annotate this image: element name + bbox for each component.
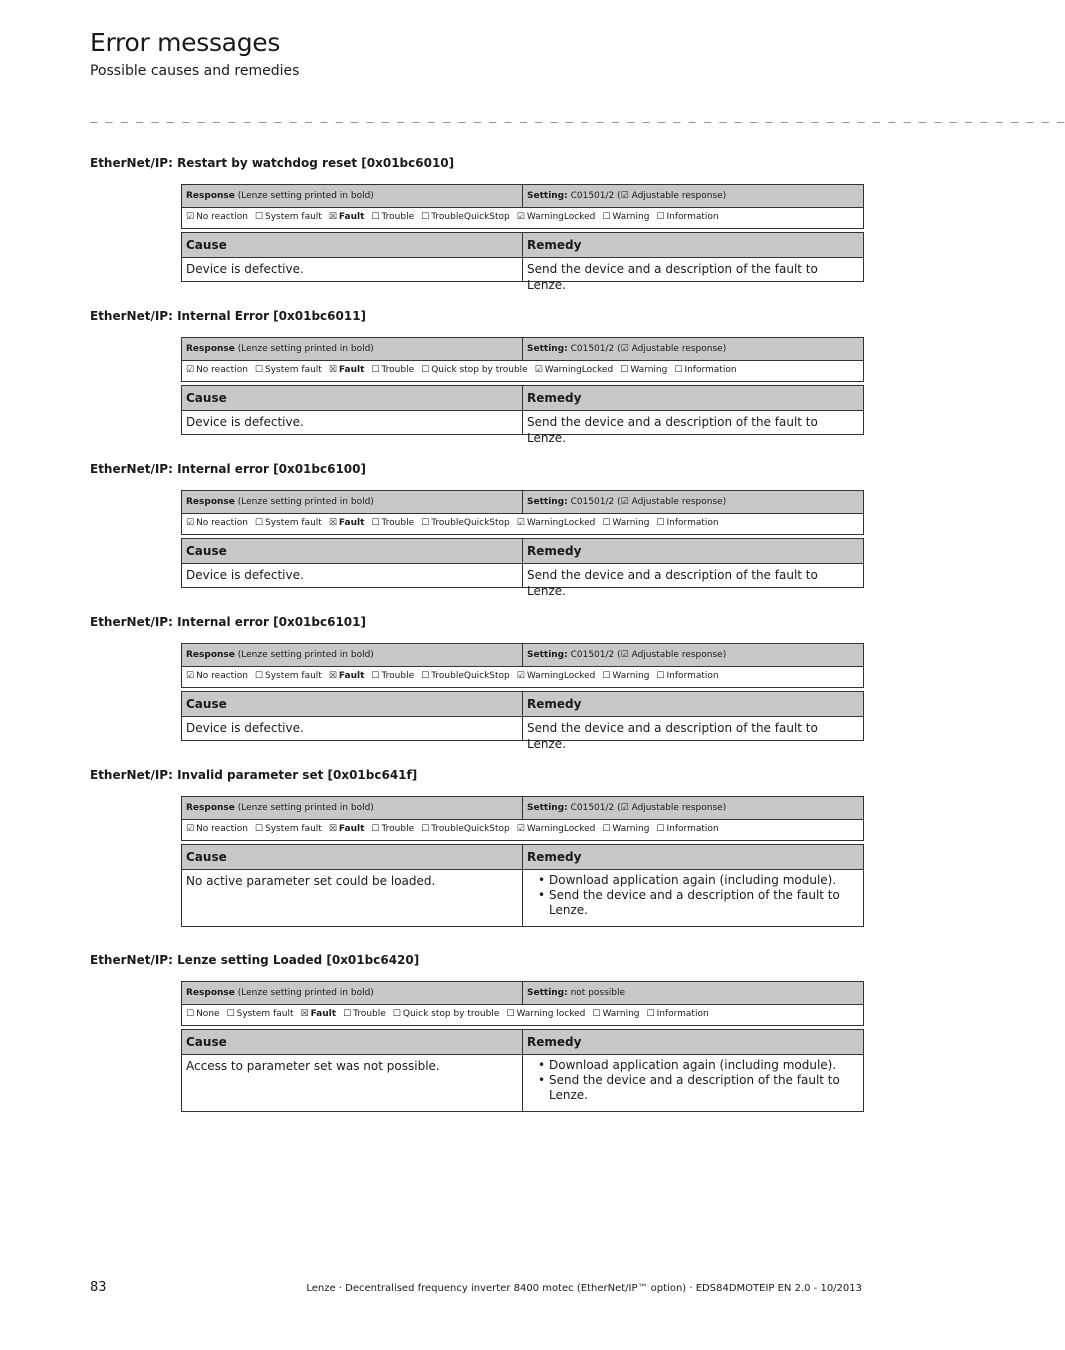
response-option bbox=[227, 1009, 294, 1019]
response-option-label: No reaction bbox=[196, 671, 248, 681]
setting-value: C01501/2 (☑ Adjustable response) bbox=[567, 650, 727, 660]
response-option-label: Information bbox=[684, 365, 737, 375]
table-row bbox=[182, 258, 863, 292]
response-option bbox=[517, 824, 596, 834]
response-label: Response bbox=[186, 650, 235, 660]
cause-header: Cause bbox=[182, 539, 523, 563]
response-option bbox=[255, 671, 322, 681]
cause-cell: Access to parameter set was not possible. bbox=[182, 1055, 523, 1111]
response-note: (Lenze setting printed in bold) bbox=[234, 650, 374, 660]
remedy-text: Send the device and a description of the fault to Lenze. bbox=[527, 568, 818, 598]
checkbox-icon: ☒ bbox=[328, 365, 337, 375]
cause-cell: Device is defective. bbox=[182, 411, 523, 434]
checkbox-icon: ☐ bbox=[371, 824, 380, 834]
cause-remedy-header bbox=[182, 233, 863, 258]
checkbox-icon: ☑ bbox=[516, 518, 525, 528]
response-option-label: WarningLocked bbox=[544, 365, 614, 375]
checkbox-icon: ☐ bbox=[602, 518, 611, 528]
response-option-label: WarningLocked bbox=[526, 824, 596, 834]
checkbox-icon: ☐ bbox=[656, 824, 665, 834]
response-option bbox=[421, 671, 510, 681]
checkbox-icon: ☑ bbox=[186, 365, 195, 375]
response-option bbox=[186, 518, 248, 528]
checkbox-icon: ☐ bbox=[506, 1009, 515, 1019]
cause-remedy-header bbox=[182, 386, 863, 411]
response-option-label: System fault bbox=[265, 518, 322, 528]
response-option bbox=[255, 212, 322, 222]
setting-cell bbox=[523, 338, 863, 360]
remedy-text: Send the device and a description of the fault to Lenze. bbox=[527, 262, 818, 292]
cause-cell: No active parameter set could be loaded. bbox=[182, 870, 523, 926]
setting-cell bbox=[523, 982, 863, 1004]
response-option-label: TroubleQuickStop bbox=[431, 212, 510, 222]
cause-remedy-table bbox=[181, 844, 864, 927]
response-option-label: TroubleQuickStop bbox=[431, 671, 510, 681]
response-option bbox=[592, 1009, 639, 1019]
checkbox-icon: ☐ bbox=[371, 365, 380, 375]
checkbox-icon: ☑ bbox=[516, 671, 525, 681]
setting-label: Setting: bbox=[527, 497, 568, 507]
response-table-header bbox=[182, 185, 863, 208]
response-table-header bbox=[182, 491, 863, 514]
response-option-label: No reaction bbox=[196, 824, 248, 834]
setting-value: C01501/2 (☑ Adjustable response) bbox=[567, 344, 727, 354]
response-option bbox=[517, 518, 596, 528]
response-option bbox=[371, 365, 414, 375]
response-option-label: Warning bbox=[612, 671, 650, 681]
response-option bbox=[647, 1009, 709, 1019]
response-option-label: Fault bbox=[338, 824, 365, 834]
cause-remedy-table bbox=[181, 232, 864, 292]
response-table-header bbox=[182, 644, 863, 667]
response-note: (Lenze setting printed in bold) bbox=[234, 497, 374, 507]
remedy-list bbox=[527, 873, 859, 918]
cause-remedy-table bbox=[181, 691, 864, 751]
response-option bbox=[517, 212, 596, 222]
response-label: Response bbox=[186, 803, 235, 813]
checkbox-icon: ☐ bbox=[592, 1009, 601, 1019]
response-option-label: Information bbox=[666, 671, 719, 681]
footer-text: Lenze · Decentralised frequency inverter 8400 motec (EtherNet/IP™ option) · EDS84DMOTEIP EN 2.0 - 10/2013 bbox=[306, 1283, 862, 1294]
response-label-cell bbox=[182, 982, 523, 1004]
cause-remedy-table bbox=[181, 385, 864, 445]
page-title: Error messages bbox=[90, 28, 281, 57]
response-option-label: WarningLocked bbox=[526, 671, 596, 681]
table-row bbox=[182, 411, 863, 445]
remedy-header: Remedy bbox=[527, 1035, 582, 1049]
error-section bbox=[90, 614, 864, 751]
section-heading: EtherNet/IP: Internal Error [0x01bc6011] bbox=[90, 309, 367, 323]
cause-remedy-header bbox=[182, 845, 863, 870]
response-option bbox=[255, 365, 322, 375]
setting-label: Setting: bbox=[527, 988, 568, 998]
response-option-label: Trouble bbox=[381, 671, 415, 681]
checkbox-icon: ☐ bbox=[254, 365, 263, 375]
checkbox-icon: ☐ bbox=[656, 212, 665, 222]
response-note: (Lenze setting printed in bold) bbox=[234, 988, 374, 998]
response-option bbox=[371, 518, 414, 528]
checkbox-icon: ☐ bbox=[186, 1009, 195, 1019]
response-option-label: Trouble bbox=[381, 824, 415, 834]
response-option bbox=[343, 1009, 386, 1019]
response-table bbox=[181, 337, 864, 382]
section-heading: EtherNet/IP: Lenze setting Loaded [0x01bc6420] bbox=[90, 953, 420, 967]
response-option bbox=[300, 1009, 336, 1019]
response-table bbox=[181, 490, 864, 535]
response-option bbox=[255, 518, 322, 528]
response-option-label: No reaction bbox=[196, 212, 248, 222]
cause-header: Cause bbox=[182, 1030, 523, 1054]
response-option bbox=[371, 212, 414, 222]
checkbox-icon: ☑ bbox=[516, 212, 525, 222]
response-options-row bbox=[182, 667, 863, 687]
response-option bbox=[656, 671, 718, 681]
response-option bbox=[329, 212, 365, 222]
response-label-cell bbox=[182, 491, 523, 513]
remedy-header: Remedy bbox=[527, 391, 582, 405]
checkbox-icon: ☐ bbox=[254, 212, 263, 222]
response-option-label: Trouble bbox=[381, 518, 415, 528]
setting-label: Setting: bbox=[527, 803, 568, 813]
response-option bbox=[186, 671, 248, 681]
cause-remedy-header bbox=[182, 539, 863, 564]
checkbox-icon: ☐ bbox=[371, 518, 380, 528]
cause-header: Cause bbox=[182, 386, 523, 410]
remedy-list-item: • Send the device and a description of the fault to Lenze. bbox=[537, 888, 859, 918]
response-option bbox=[602, 671, 649, 681]
response-option-label: Information bbox=[666, 518, 719, 528]
remedy-cell bbox=[523, 870, 863, 926]
error-section bbox=[90, 461, 864, 598]
checkbox-icon: ☐ bbox=[392, 1009, 401, 1019]
response-option-label: System fault bbox=[265, 365, 322, 375]
page-subtitle: Possible causes and remedies bbox=[90, 63, 300, 79]
setting-cell bbox=[523, 185, 863, 207]
remedy-list-item: • Send the device and a description of the fault to Lenze. bbox=[537, 1073, 859, 1103]
section-heading: EtherNet/IP: Restart by watchdog reset [0x01bc6010] bbox=[90, 156, 455, 170]
response-note: (Lenze setting printed in bold) bbox=[234, 803, 374, 813]
setting-value: C01501/2 (☑ Adjustable response) bbox=[567, 191, 727, 201]
response-option bbox=[421, 518, 510, 528]
response-option-label: WarningLocked bbox=[526, 518, 596, 528]
setting-label: Setting: bbox=[527, 191, 568, 201]
response-option bbox=[517, 671, 596, 681]
response-option-label: Warning bbox=[630, 365, 668, 375]
response-option bbox=[186, 212, 248, 222]
cause-remedy-header bbox=[182, 692, 863, 717]
remedy-text: Send the device and a description of the fault to Lenze. bbox=[527, 415, 818, 445]
section-heading: EtherNet/IP: Internal error [0x01bc6100] bbox=[90, 462, 366, 476]
response-table bbox=[181, 981, 864, 1026]
cause-header: Cause bbox=[182, 845, 523, 869]
checkbox-icon: ☐ bbox=[656, 671, 665, 681]
remedy-list-item: • Download application again (including module). bbox=[537, 873, 859, 888]
response-option bbox=[620, 365, 667, 375]
response-label: Response bbox=[186, 191, 235, 201]
remedy-list bbox=[527, 1058, 859, 1103]
response-option bbox=[329, 365, 365, 375]
checkbox-icon: ☐ bbox=[421, 365, 430, 375]
response-note: (Lenze setting printed in bold) bbox=[234, 344, 374, 354]
response-option-label: System fault bbox=[265, 212, 322, 222]
response-option bbox=[186, 365, 248, 375]
response-label: Response bbox=[186, 344, 235, 354]
checkbox-icon: ☐ bbox=[674, 365, 683, 375]
cause-remedy-table bbox=[181, 538, 864, 598]
response-option bbox=[371, 824, 414, 834]
checkbox-icon: ☐ bbox=[343, 1009, 352, 1019]
response-option-label: TroubleQuickStop bbox=[431, 518, 510, 528]
response-option-label: System fault bbox=[236, 1009, 294, 1019]
response-option bbox=[186, 1009, 220, 1019]
remedy-header: Remedy bbox=[527, 238, 582, 252]
response-option bbox=[186, 824, 248, 834]
response-option bbox=[656, 824, 718, 834]
response-table bbox=[181, 643, 864, 688]
checkbox-icon: ☐ bbox=[620, 365, 629, 375]
checkbox-icon: ☐ bbox=[254, 518, 263, 528]
response-table bbox=[181, 184, 864, 229]
checkbox-icon: ☒ bbox=[328, 671, 337, 681]
checkbox-icon: ☐ bbox=[371, 212, 380, 222]
response-option bbox=[329, 518, 365, 528]
header-divider: _ _ _ _ _ _ _ _ _ _ _ _ _ _ _ _ _ _ _ _ _ _ _ _ _ _ _ _ _ _ _ _ _ _ _ _ _ _ _ _ _ _ _ _ _ _ _ _ _ _ _ _ _ _ _ _ _ _ _ _ _ _ _ _ bbox=[90, 109, 1065, 123]
response-option-label: Information bbox=[666, 824, 719, 834]
response-option bbox=[421, 824, 510, 834]
checkbox-icon: ☒ bbox=[328, 824, 337, 834]
remedy-header: Remedy bbox=[527, 850, 582, 864]
remedy-cell bbox=[523, 564, 863, 598]
response-option-label: Warning bbox=[602, 1009, 640, 1019]
response-option-label: Fault bbox=[310, 1009, 337, 1019]
response-options-row bbox=[182, 820, 863, 840]
response-label: Response bbox=[186, 988, 235, 998]
table-row bbox=[182, 564, 863, 598]
checkbox-icon: ☐ bbox=[421, 671, 430, 681]
response-option-label: Information bbox=[656, 1009, 709, 1019]
remedy-cell bbox=[523, 411, 863, 445]
response-option-label: None bbox=[196, 1009, 220, 1019]
checkbox-icon: ☐ bbox=[602, 212, 611, 222]
response-option bbox=[329, 824, 365, 834]
response-note: (Lenze setting printed in bold) bbox=[234, 191, 374, 201]
response-option bbox=[255, 824, 322, 834]
response-option-label: Fault bbox=[338, 671, 365, 681]
cause-remedy-header bbox=[182, 1030, 863, 1055]
response-option-label: No reaction bbox=[196, 365, 248, 375]
response-option bbox=[535, 365, 614, 375]
response-options-row bbox=[182, 208, 863, 228]
response-label: Response bbox=[186, 497, 235, 507]
cause-remedy-table bbox=[181, 1029, 864, 1112]
response-option-label: Warning bbox=[612, 212, 650, 222]
response-option bbox=[329, 671, 365, 681]
section-heading: EtherNet/IP: Invalid parameter set [0x01bc641f] bbox=[90, 768, 418, 782]
remedy-text: Send the device and a description of the fault to Lenze. bbox=[527, 721, 818, 751]
table-row bbox=[182, 717, 863, 751]
cause-cell: Device is defective. bbox=[182, 717, 523, 740]
response-option-label: Trouble bbox=[381, 365, 415, 375]
response-option-label: Information bbox=[666, 212, 719, 222]
response-option bbox=[656, 212, 718, 222]
response-option-label: Fault bbox=[338, 212, 365, 222]
remedy-header: Remedy bbox=[527, 544, 582, 558]
remedy-cell bbox=[523, 717, 863, 751]
response-option bbox=[421, 365, 528, 375]
cause-header: Cause bbox=[182, 692, 523, 716]
response-label-cell bbox=[182, 797, 523, 819]
response-option bbox=[602, 518, 649, 528]
remedy-cell bbox=[523, 258, 863, 292]
cause-cell: Device is defective. bbox=[182, 564, 523, 587]
setting-label: Setting: bbox=[527, 344, 568, 354]
cause-cell: Device is defective. bbox=[182, 258, 523, 281]
checkbox-icon: ☐ bbox=[371, 671, 380, 681]
setting-label: Setting: bbox=[527, 650, 568, 660]
setting-value: C01501/2 (☑ Adjustable response) bbox=[567, 497, 727, 507]
checkbox-icon: ☒ bbox=[328, 212, 337, 222]
setting-value: not possible bbox=[567, 988, 626, 998]
response-table-header bbox=[182, 338, 863, 361]
response-option-label: Warning locked bbox=[516, 1009, 586, 1019]
checkbox-icon: ☐ bbox=[602, 671, 611, 681]
checkbox-icon: ☐ bbox=[421, 212, 430, 222]
checkbox-icon: ☑ bbox=[186, 824, 195, 834]
checkbox-icon: ☑ bbox=[186, 518, 195, 528]
page-number: 83 bbox=[90, 1280, 107, 1295]
remedy-cell bbox=[523, 1055, 863, 1111]
checkbox-icon: ☐ bbox=[646, 1009, 655, 1019]
response-option bbox=[393, 1009, 500, 1019]
checkbox-icon: ☑ bbox=[186, 212, 195, 222]
checkbox-icon: ☒ bbox=[328, 518, 337, 528]
response-option-label: Quick stop by trouble bbox=[431, 365, 528, 375]
error-section bbox=[90, 767, 864, 917]
response-option bbox=[421, 212, 510, 222]
response-option bbox=[506, 1009, 585, 1019]
response-table-header bbox=[182, 982, 863, 1005]
response-option-label: Warning bbox=[612, 824, 650, 834]
response-option-label: TroubleQuickStop bbox=[431, 824, 510, 834]
response-option bbox=[371, 671, 414, 681]
response-option bbox=[674, 365, 736, 375]
response-options-row bbox=[182, 1005, 863, 1025]
error-section bbox=[90, 308, 864, 445]
table-row bbox=[182, 870, 863, 926]
table-row bbox=[182, 1055, 863, 1111]
checkbox-icon: ☒ bbox=[300, 1009, 309, 1019]
response-option bbox=[602, 212, 649, 222]
checkbox-icon: ☐ bbox=[656, 518, 665, 528]
response-options-row bbox=[182, 361, 863, 381]
response-table bbox=[181, 796, 864, 841]
response-option-label: Trouble bbox=[381, 212, 415, 222]
response-label-cell bbox=[182, 185, 523, 207]
checkbox-icon: ☑ bbox=[186, 671, 195, 681]
setting-cell bbox=[523, 491, 863, 513]
response-option-label: Warning bbox=[612, 518, 650, 528]
setting-value: C01501/2 (☑ Adjustable response) bbox=[567, 803, 727, 813]
response-option-label: Quick stop by trouble bbox=[402, 1009, 500, 1019]
response-option-label: Fault bbox=[338, 365, 365, 375]
checkbox-icon: ☐ bbox=[421, 824, 430, 834]
checkbox-icon: ☐ bbox=[226, 1009, 235, 1019]
response-option bbox=[656, 518, 718, 528]
remedy-header: Remedy bbox=[527, 697, 582, 711]
response-option-label: System fault bbox=[265, 824, 322, 834]
response-option bbox=[602, 824, 649, 834]
response-option-label: Trouble bbox=[353, 1009, 386, 1019]
response-option-label: No reaction bbox=[196, 518, 248, 528]
remedy-list-item: • Download application again (including module). bbox=[537, 1058, 859, 1073]
checkbox-icon: ☐ bbox=[254, 671, 263, 681]
checkbox-icon: ☑ bbox=[516, 824, 525, 834]
response-option-label: System fault bbox=[265, 671, 322, 681]
cause-header: Cause bbox=[182, 233, 523, 257]
error-section bbox=[90, 155, 864, 292]
setting-cell bbox=[523, 797, 863, 819]
response-option-label: Fault bbox=[338, 518, 365, 528]
setting-cell bbox=[523, 644, 863, 666]
response-option-label: WarningLocked bbox=[526, 212, 596, 222]
section-heading: EtherNet/IP: Internal error [0x01bc6101] bbox=[90, 615, 366, 629]
response-label-cell bbox=[182, 338, 523, 360]
error-section bbox=[90, 952, 864, 1102]
checkbox-icon: ☑ bbox=[534, 365, 543, 375]
response-label-cell bbox=[182, 644, 523, 666]
checkbox-icon: ☐ bbox=[421, 518, 430, 528]
checkbox-icon: ☐ bbox=[254, 824, 263, 834]
response-options-row bbox=[182, 514, 863, 534]
response-table-header bbox=[182, 797, 863, 820]
checkbox-icon: ☐ bbox=[602, 824, 611, 834]
